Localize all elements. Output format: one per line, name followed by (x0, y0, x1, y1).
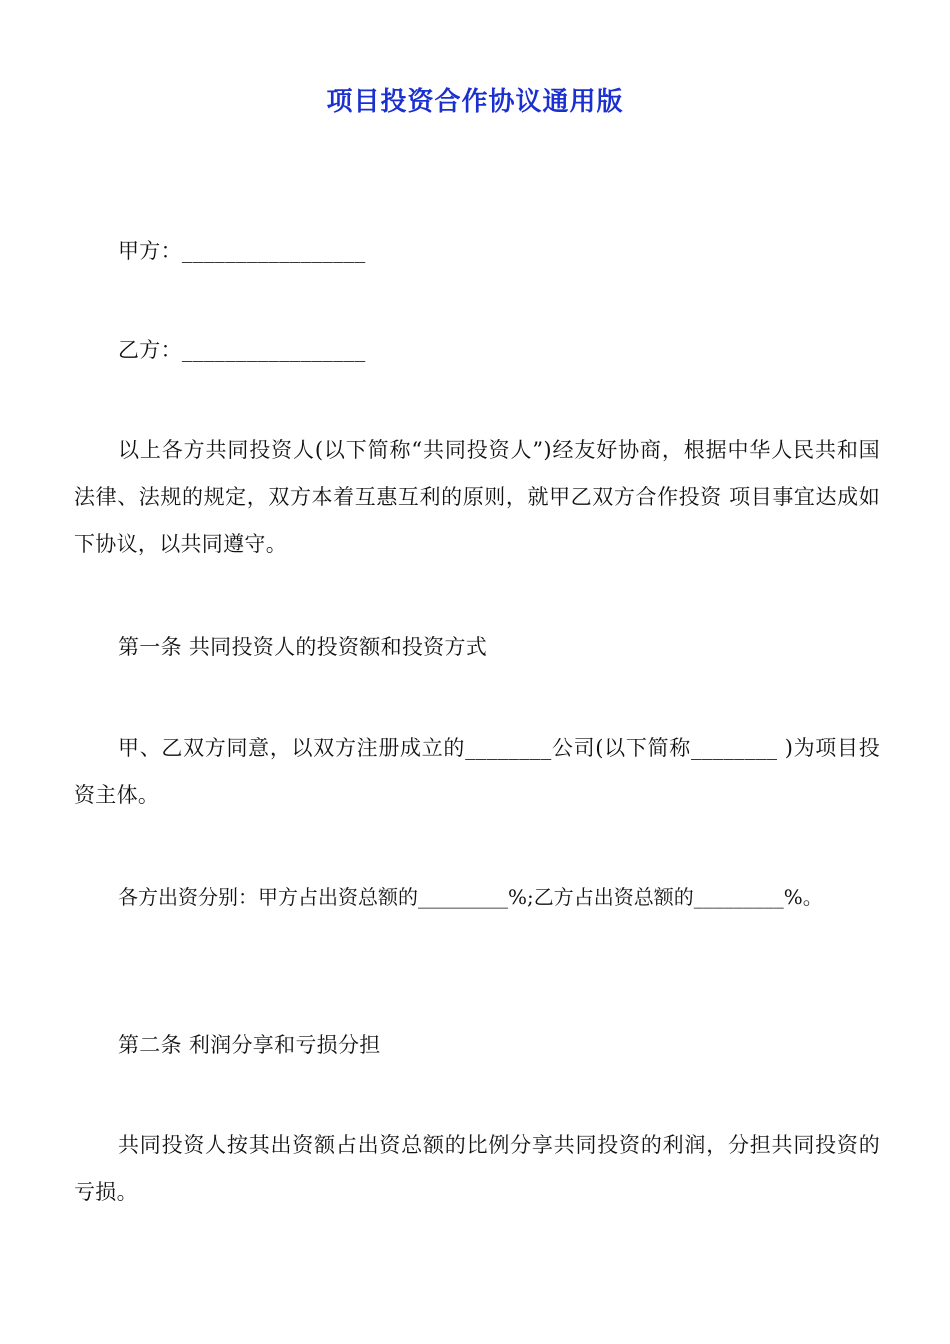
article-2-heading: 第二条 利润分享和亏损分担 (118, 1033, 381, 1057)
article-1-paragraph-2: 各方出资分别：甲方占出资总额的_________%;乙方占出资总额的_________%。 (118, 885, 823, 909)
document-title: 项目投资合作协议通用版 (326, 87, 624, 117)
party-b-line: 乙方：_________________ (118, 338, 366, 362)
article-1-heading: 第一条 共同投资人的投资额和投资方式 (118, 635, 488, 659)
article-2-paragraph-1: 共同投资人按其出资额占出资总额的比例分享共同投资的利润，分担共同投资的亏损。 (74, 1133, 880, 1204)
party-a-line: 甲方：_________________ (118, 239, 366, 263)
article-1-paragraph-1: 甲、乙双方同意，以双方注册成立的________公司(以下简称________ )为项目投资主体。 (74, 736, 880, 807)
preamble-paragraph: 以上各方共同投资人(以下简称“共同投资人”)经友好协商，根据中华人民共和国法律、法规的规定，双方本着互惠互利的原则，就甲乙双方合作投资 项目事宜达成如下协议，以共同遵守。 (74, 438, 880, 556)
